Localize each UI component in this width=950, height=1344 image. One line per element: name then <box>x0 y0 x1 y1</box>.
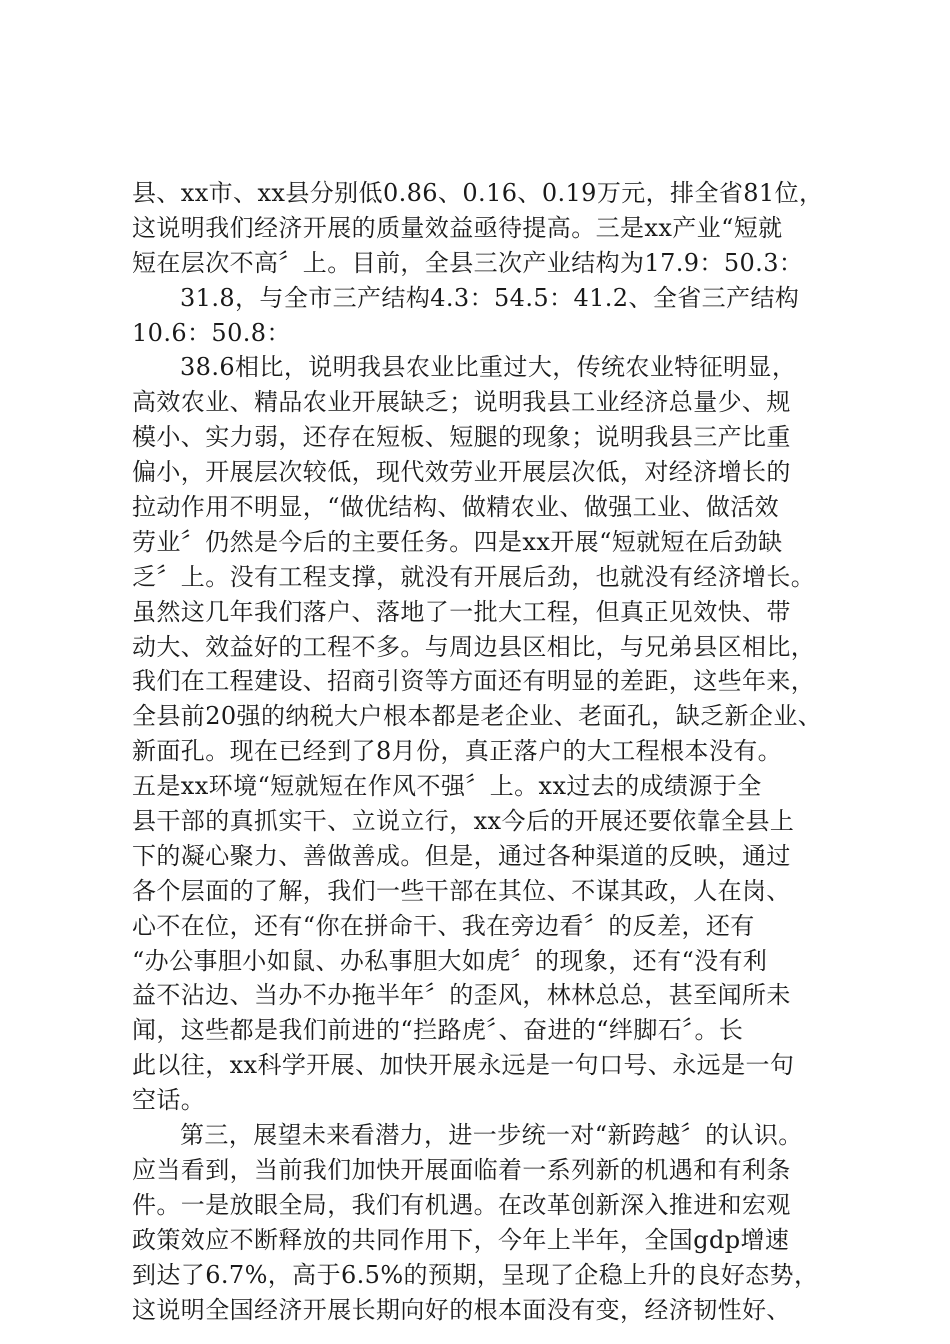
text-line: 这说明全国经济开展长期向好的根本面没有变，经济韧性好、 <box>132 1295 791 1324</box>
text-line: 模小、实力弱，还存在短板、短腿的现象；说明我县三产比重 <box>132 423 791 452</box>
text-line: 全县前20强的纳税大户根本都是老企业、老面孔，缺乏新企业、 <box>132 702 823 731</box>
text-line: 10.6：50.8： <box>132 318 291 347</box>
text-line: 五是xx环境“短就短在作风不强〞上。xx过去的成绩源于全 <box>132 772 762 801</box>
text-line: 空话。 <box>132 1086 206 1115</box>
text-line: 心不在位，还有“你在拼命干、我在旁边看〞的反差，还有 <box>132 911 755 940</box>
text-line: 第三，展望未来看潜力，进一步统一对“新跨越〞的认识。 <box>180 1121 803 1150</box>
document-body <box>132 176 832 1327</box>
text-line: 这说明我们经济开展的质量效益亟待提高。三是xx产业“短就 <box>132 213 783 242</box>
text-line: 县、xx市、xx县分别低0.86、0.16、0.19万元，排全省81位， <box>132 179 824 207</box>
text-line: 应当看到，当前我们加快开展面临着一系列新的机遇和有利条 <box>132 1155 791 1184</box>
text-line: 闻，这些都是我们前进的“拦路虎〞、奋进的“绊脚石〞。长 <box>132 1016 744 1045</box>
text-line: 件。一是放眼全局，我们有机遇。在改革创新深入推进和宏观 <box>132 1190 791 1219</box>
text-line: 乏〞上。没有工程支撑，就没有开展后劲，也就没有经济增长。 <box>132 562 816 591</box>
text-line: 劳业〞仍然是今后的主要任务。四是xx开展“短就短在后劲缺 <box>132 527 783 556</box>
text-line: 县干部的真抓实干、立说立行，xx今后的开展还要依靠全县上 <box>132 807 795 836</box>
text-line: 31.8，与全市三产结构4.3：54.5：41.2、全省三产结构 <box>180 283 800 312</box>
text-line: 政策效应不断释放的共同作用下，今年上半年，全国gdp增速 <box>132 1225 790 1254</box>
text-line: 虽然这几年我们落户、落地了一批大工程，但真正见效快、带 <box>132 597 791 626</box>
text-line: 我们在工程建设、招商引资等方面还有明显的差距，这些年来， <box>132 667 816 696</box>
text-line: 此以往，xx科学开展、加快开展永远是一句口号、永远是一句 <box>132 1051 795 1080</box>
text-line: “办公事胆小如鼠、办私事胆大如虎〞的现象，还有“没有利 <box>132 946 768 975</box>
text-line: 动大、效益好的工程不多。与周边县区相比，与兄弟县区相比， <box>132 632 816 661</box>
text-line: 偏小，开展层次较低，现代效劳业开展层次低，对经济增长的 <box>132 458 791 487</box>
text-line: 高效农业、精品农业开展缺乏；说明我县工业经济总量少、规 <box>132 388 791 417</box>
text-line: 38.6相比，说明我县农业比重过大，传统农业特征明显， <box>180 353 797 382</box>
text-line: 到达了6.7%，高于6.5%的预期，呈现了企稳上升的良好态势， <box>132 1260 819 1289</box>
text-line: 拉动作用不明显，“做优结构、做精农业、做强工业、做活效 <box>132 493 780 522</box>
text-line: 下的凝心聚力、善做善成。但是，通过各种渠道的反映，通过 <box>132 841 791 870</box>
text-line: 短在层次不高〞上。目前，全县三次产业结构为17.9：50.3： <box>132 248 804 277</box>
text-line: 益不沾边、当办不办拖半年〞的歪风，林林总总，甚至闻所未 <box>132 981 791 1010</box>
text-line: 新面孔。现在已经到了8月份，真正落户的大工程根本没有。 <box>132 737 783 766</box>
text-line: 各个层面的了解，我们一些干部在其位、不谋其政，人在岗、 <box>132 876 791 905</box>
